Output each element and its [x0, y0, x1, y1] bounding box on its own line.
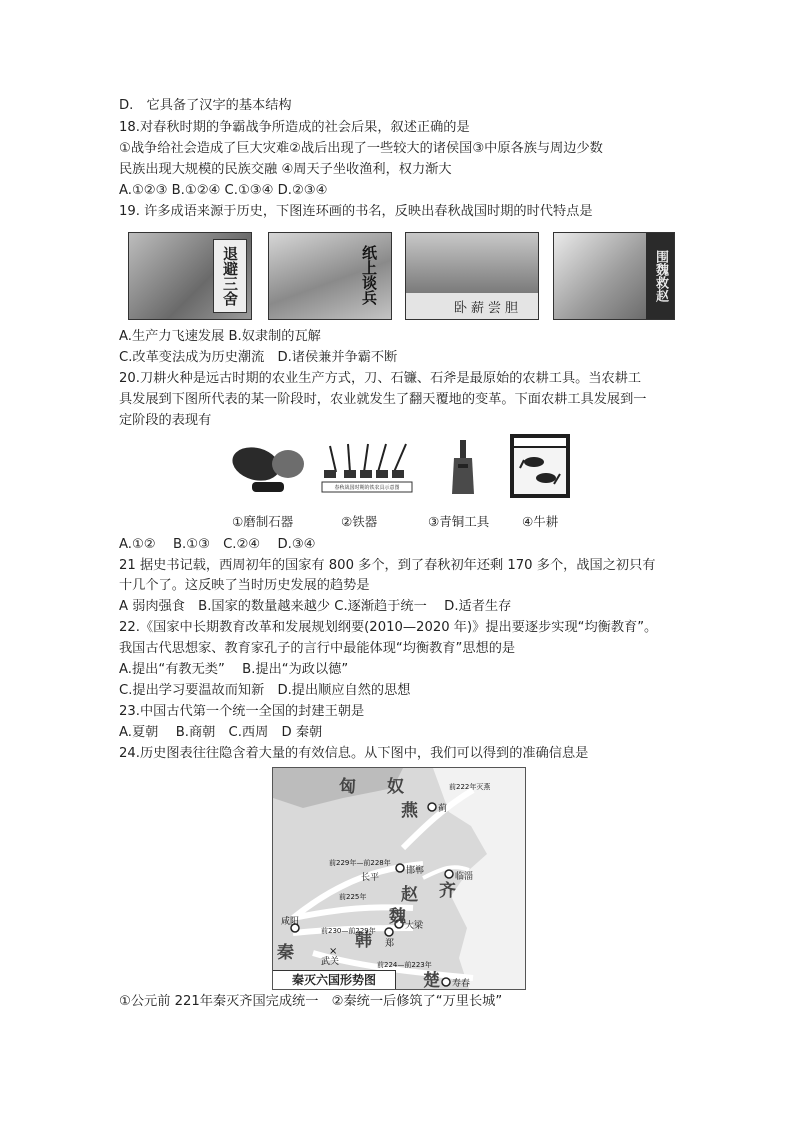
comic-cover-1	[128, 232, 252, 320]
iron-tools-banner: 春秋战国时期的铁农具示意图	[334, 485, 400, 491]
map-city-handan: 邯郸	[406, 866, 425, 876]
question-24: 24.历史图表往往隐含着大量的有效信息。从下图中，我们可以得到的准确信息是	[119, 746, 589, 761]
question-22-line1: 22.《国家中长期教育改革和发展规划纲要(2010—2020 年)》提出要逐步实现“均衡教育”。	[119, 620, 658, 635]
map-state-zhao: 赵	[401, 885, 418, 905]
q22-options-2: C.提出学习要温故而知新 D.提出顺应自然的思想	[119, 683, 411, 698]
comic-title-1: 退避三舍	[213, 239, 247, 313]
question-19: 19. 许多成语来源于历史，下图连环画的书名，反映出春秋战国时期的时代特点是	[119, 204, 593, 219]
question-20-line2: 具发展到下图所代表的某一阶段时，农业就发生了翻天覆地的变革。下面农耕工具发展到一	[119, 392, 647, 407]
q23-options: A.夏朝 B.商朝 C.西周 D 秦朝	[119, 725, 323, 740]
q18-options: A.①②③ B.①②④ C.①③④ D.②③④	[119, 183, 328, 198]
map-city-xianyang: 咸阳	[281, 917, 300, 927]
map-state-qi: 齐	[439, 881, 456, 901]
q21-options: A 弱肉强食 B.国家的数量越来越少 C.逐渐趋于统一 D.适者生存	[119, 599, 512, 614]
map-route-wei: 前225年	[339, 893, 367, 901]
question-20-line3: 定阶段的表现有	[119, 413, 212, 428]
tool-caption-1: ①磨制石器	[232, 514, 294, 529]
map-city-wuguan: 武关	[321, 957, 340, 967]
map-state-qin: 秦	[277, 943, 294, 963]
qin-conquest-map	[272, 767, 526, 990]
question-21-line2: 十几个了。这反映了当时历史发展的趋势是	[119, 578, 370, 593]
map-city-changping: 长平	[361, 873, 380, 883]
comic-title-3: 卧薪尝胆	[453, 301, 522, 316]
map-city-zheng: 郑	[385, 939, 395, 949]
map-route-zhao: 前229年—前228年	[329, 859, 391, 867]
q18-statements-2: 民族出现大规模的民族交融 ④周天子坐收渔利，权力渐大	[119, 162, 452, 177]
comic-cover-4	[553, 232, 675, 320]
comic-cover-3	[405, 232, 539, 320]
stone-tool-image	[226, 440, 308, 496]
map-city-shouchun: 寿春	[452, 979, 471, 989]
map-state-nu: 奴	[387, 777, 404, 797]
question-18: 18.对春秋时期的争霸战争所造成的社会后果，叙述正确的是	[119, 120, 470, 135]
map-state-chu: 楚	[423, 971, 440, 990]
map-route-yan: 前222年灭燕	[449, 783, 491, 791]
question-21-line1: 21 据史书记载，西周初年的国家有 800 多个，到了春秋初年还剩 170 多个，战国之初只有	[119, 558, 656, 573]
map-state-yan: 燕	[401, 801, 418, 821]
map-route-han: 前230—前229年	[321, 927, 376, 935]
q19-options-2: C.改革变法成为历史潮流 D.诸侯兼并争霸不断	[119, 350, 398, 365]
tool-caption-2: ②铁器	[341, 514, 378, 529]
ox-plowing-image	[510, 434, 570, 498]
map-city-ji: 蓟	[438, 804, 448, 814]
tool-caption-4: ④牛耕	[522, 514, 559, 529]
map-state-xiong: 匈	[339, 777, 356, 797]
bronze-tool-image	[448, 438, 478, 498]
tool-caption-3: ③青铜工具	[428, 514, 490, 529]
question-23: 23.中国古代第一个统一全国的封建王朝是	[119, 704, 365, 719]
svg-text:×: ×	[329, 946, 338, 957]
question-22-line2: 我国古代思想家、教育家孔子的言行中最能体现“均衡教育”思想的是	[119, 641, 516, 656]
q24-statements: ①公元前 221年秦灭齐国完成统一 ②秦统一后修筑了“万里长城”	[119, 994, 503, 1009]
comic-cover-2	[268, 232, 392, 320]
question-20-line1: 20.刀耕火种是远古时期的农业生产方式，刀、石镰、石斧是最原始的农耕工具。当农耕工	[119, 371, 642, 386]
iron-tools-image	[320, 438, 414, 498]
q18-statements-1: ①战争给社会造成了巨大灾难②战后出现了一些较大的诸侯国③中原各族与周边少数	[119, 141, 603, 156]
map-state-han: 韩	[355, 931, 372, 951]
map-route-chu: 前224—前223年	[377, 961, 432, 969]
map-state-wei: 魏	[389, 907, 406, 927]
map-title: 秦灭六国形势图	[273, 970, 396, 989]
option-d-line: D. 它具备了汉字的基本结构	[119, 98, 292, 113]
map-city-linzi: 临淄	[455, 872, 474, 882]
map-city-daliang: 大梁	[405, 921, 424, 931]
q22-options-1: A.提出“有教无类” B.提出“为政以德”	[119, 662, 349, 677]
q20-options: A.①② B.①③ C.②④ D.③④	[119, 537, 316, 552]
q19-options-1: A.生产力飞速发展 B.奴隶制的瓦解	[119, 329, 321, 344]
comic-title-2: 纸上谈兵	[360, 245, 378, 305]
comic-title-4: 围魏救赵	[646, 233, 674, 319]
